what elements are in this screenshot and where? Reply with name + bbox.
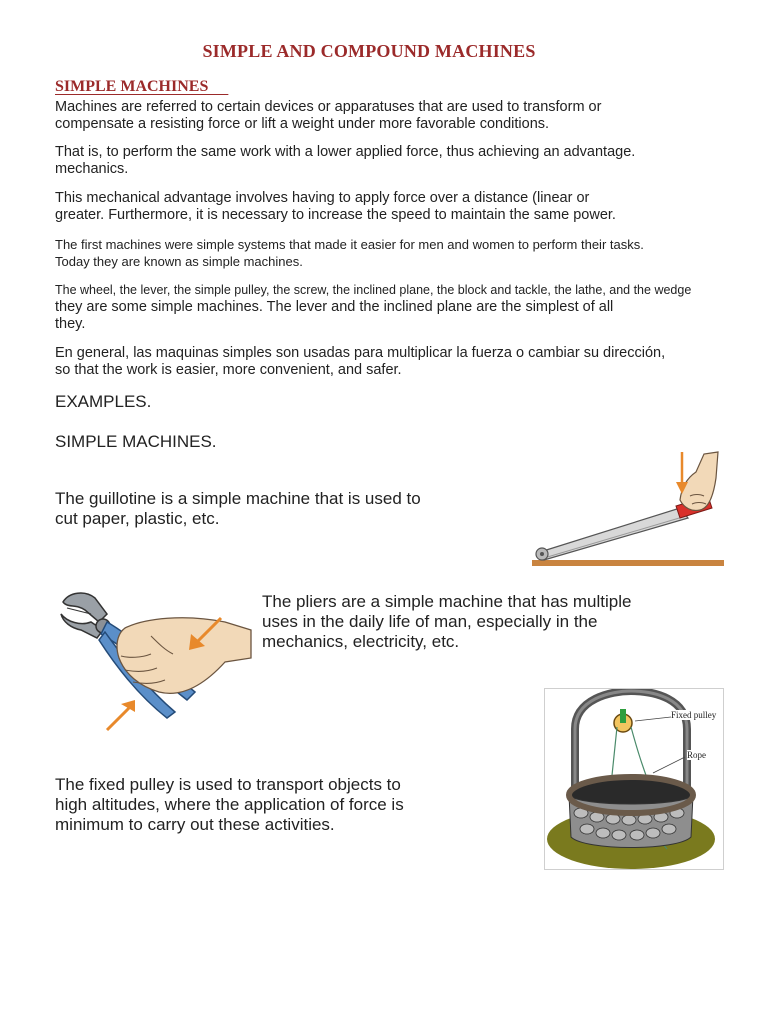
paragraph-line: The fixed pulley is used to transport objects to	[55, 775, 401, 794]
examples-heading: EXAMPLES.	[55, 392, 152, 411]
paragraph-1	[55, 99, 755, 133]
paragraph-line: minimum to carry out these activities.	[55, 815, 335, 834]
fixed-pulley-description	[55, 775, 404, 835]
paragraph-line: En general, las maquinas simples son usadas para multiplicar la fuerza o cambiar su dirección,	[55, 345, 666, 361]
section-heading-simple-machines: SIMPLE MACHINES	[55, 78, 229, 95]
paragraph-line: cut paper, plastic, etc.	[55, 509, 220, 528]
paragraph-2	[55, 144, 755, 178]
paragraph-line: compensate a resisting force or lift a weight under more favorable conditions.	[55, 116, 550, 132]
page-title: SIMPLE AND COMPOUND MACHINES	[202, 41, 536, 61]
paragraph-line: Machines are referred to certain devices or apparatuses that are used to transform or	[55, 99, 602, 115]
paragraph-line: This mechanical advantage involves having to apply force over a distance (linear or	[55, 190, 590, 206]
paragraph-line: The first machines were simple systems that made it easier for men and women to perform their tasks.	[55, 237, 644, 252]
pliers-description	[262, 592, 631, 652]
paragraph-line: The wheel, the lever, the simple pulley, the screw, the inclined plane, the block and tackle, the lathe, and the wedge	[55, 283, 692, 297]
paragraph-6	[55, 345, 755, 379]
paragraph-line: high altitudes, where the application of force is	[55, 795, 404, 814]
paragraph-line: Today they are known as simple machines.	[55, 254, 303, 269]
fixed-pulley-label: Fixed pulley	[671, 710, 717, 720]
paragraph-line: mechanics.	[55, 161, 129, 177]
pliers-illustration	[55, 588, 255, 736]
well-pulley-illustration	[544, 688, 724, 870]
paragraph-line: That is, to perform the same work with a lower applied force, thus achieving an advantage.	[55, 144, 636, 160]
paragraph-line: so that the work is easier, more convenient, and safer.	[55, 362, 402, 378]
paragraph-line: uses in the daily life of man, especially in the	[262, 612, 598, 631]
simple-machines-heading: SIMPLE MACHINES.	[55, 432, 217, 451]
paragraph-5	[55, 282, 755, 333]
paragraph-3	[55, 190, 755, 224]
paragraph-line: they are some simple machines. The lever and the inclined plane are the simplest of all	[55, 299, 614, 315]
paragraph-line: greater. Furthermore, it is necessary to increase the speed to maintain the same power.	[55, 207, 616, 223]
paragraph-line: mechanics, electricity, etc.	[262, 632, 460, 651]
paragraph-line: The guillotine is a simple machine that is used to	[55, 489, 421, 508]
guillotine-description	[55, 489, 421, 529]
rope-label: Rope	[687, 750, 706, 760]
guillotine-illustration	[530, 448, 730, 570]
paragraph-line: The pliers are a simple machine that has multiple	[262, 592, 632, 611]
paragraph-line: they.	[55, 316, 86, 332]
paragraph-4	[55, 236, 755, 270]
